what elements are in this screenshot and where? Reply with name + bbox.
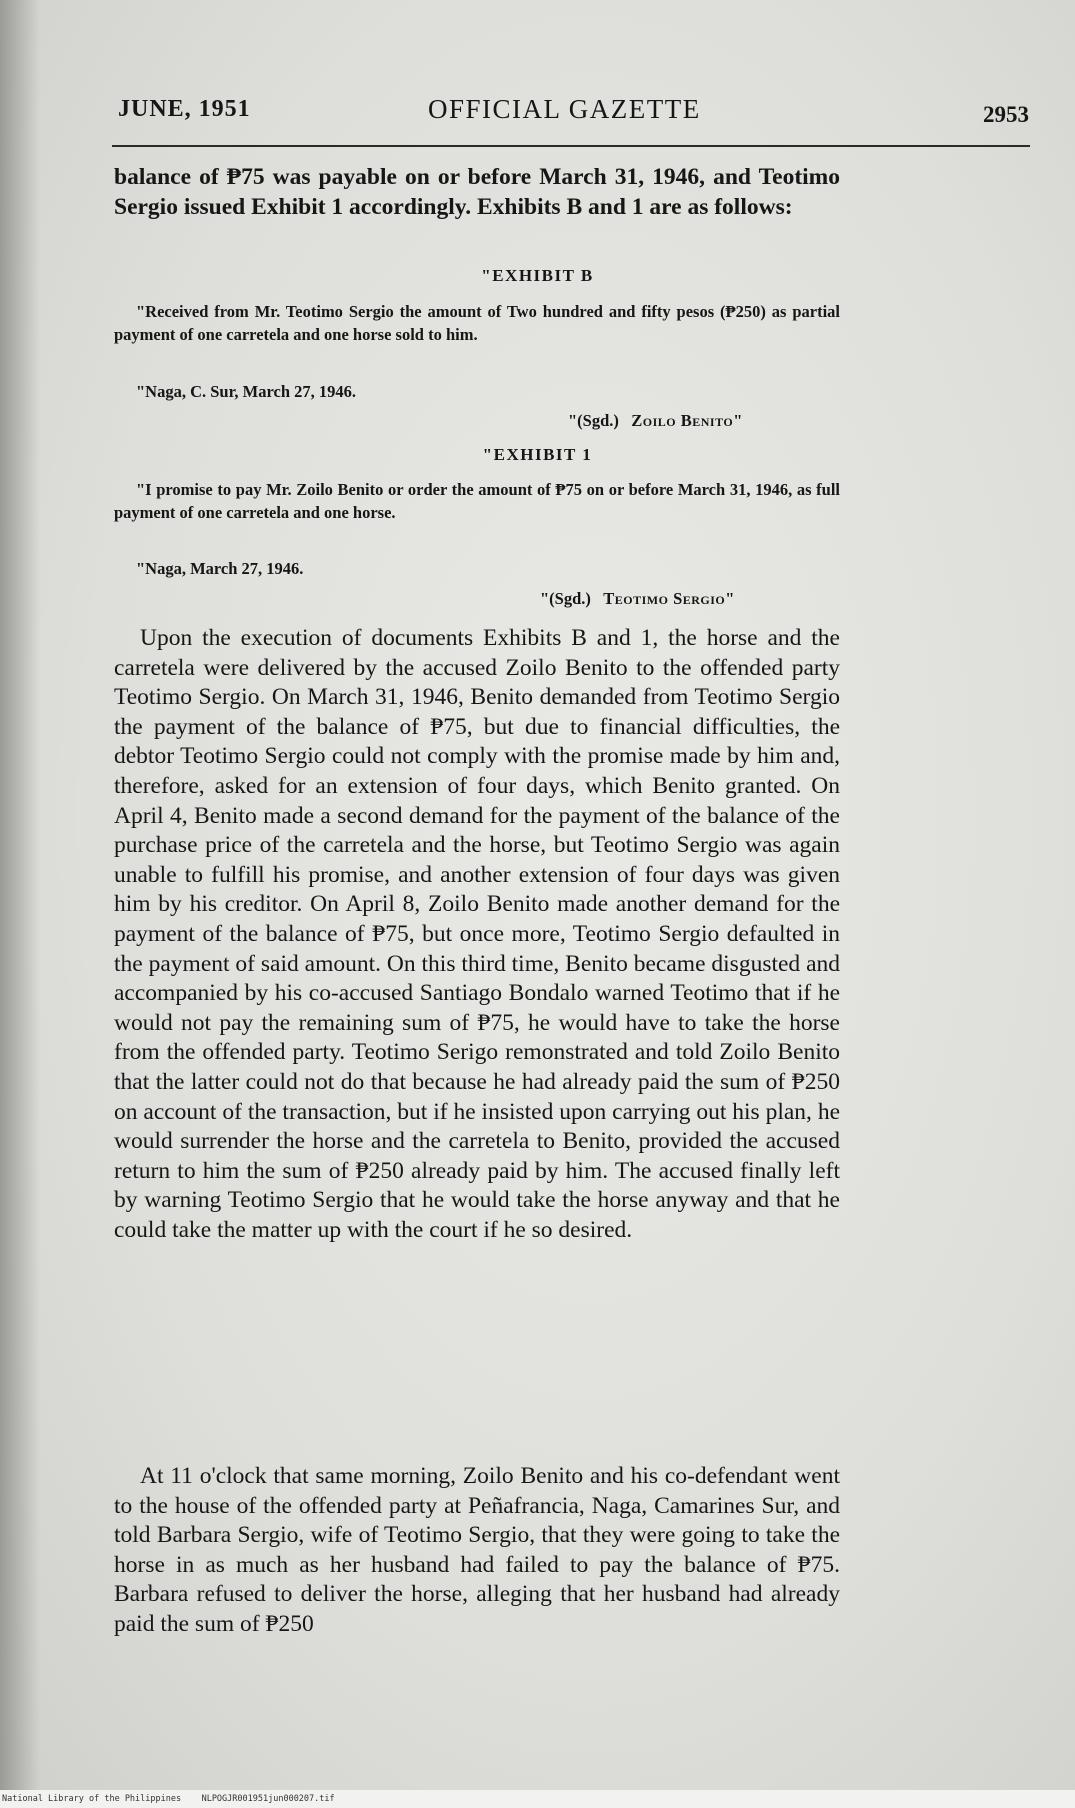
running-header: [118, 96, 1029, 136]
exhibit-b-text: "Received from Mr. Teotimo Sergio the amount of Two hundred and fifty pesos (₱250) as partial payment of one carretela and one horse sold to him.: [114, 302, 840, 344]
exhibit-b-signature-prefix: "(Sgd.): [568, 411, 619, 430]
exhibit-1-signature-name: Teotimo Sergio": [603, 589, 735, 608]
second-paragraph: [114, 1462, 840, 1640]
exhibit-b-body: [114, 301, 840, 346]
exhibit-1-heading: "EXHIBIT 1: [482, 445, 593, 464]
exhibit-b-signature-name: Zoilo Benito": [631, 411, 743, 430]
exhibit-1-place-date: "Naga, March 27, 1946.: [136, 559, 304, 578]
continuation-paragraph: [114, 163, 840, 222]
exhibit-1-signature-prefix: "(Sgd.): [540, 589, 591, 608]
scan-footer: National Library of the Philippines NLPOGJR001951jun000207.tif: [2, 1794, 335, 1804]
exhibit-b-heading: "EXHIBIT B: [481, 266, 594, 285]
second-paragraph-text: At 11 o'clock that same morning, Zoilo Benito and his co-defendant went to the house of the offended party at Peñafrancia, Naga, Camarines Sur, and told Barbara Sergio, wife of Teotimo Sergio, that they were going to take the horse in as much as her husband had failed to pay the balance of ₱75. Barbara refused to deliver the horse, alleging that her husband had already paid the sum of ₱250: [114, 1463, 840, 1637]
page-number: 2953: [983, 102, 1029, 127]
header-date: JUNE, 1951: [118, 96, 251, 122]
exhibit-1-signature: [540, 589, 735, 609]
header-rule: [112, 145, 1030, 147]
exhibit-1-text: "I promise to pay Mr. Zoilo Benito or order the amount of ₱75 on or before March 31, 1946, as full payment of one carretela and one horse.: [114, 480, 840, 522]
main-paragraph: [114, 624, 840, 1245]
exhibit-1-body: [114, 479, 840, 524]
continuation-text: balance of ₱75 was payable on or before March 31, 1946, and Teotimo Sergio issued Exhibit 1 accordingly. Exhibits B and 1 are as follows:: [114, 164, 840, 220]
exhibit-b-signature: [568, 411, 743, 431]
exhibit-b-place-date: "Naga, C. Sur, March 27, 1946.: [136, 382, 357, 401]
header-publication: OFFICIAL GAZETTE: [428, 94, 701, 124]
main-paragraph-text: Upon the execution of documents Exhibits B and 1, the horse and the carretela were delivered by the accused Zoilo Benito to the offended party Teotimo Sergio. On March 31, 1946, Benito demanded from Teotimo Sergio the payment of the balance of ₱75, but due to financial difficulties, the debtor Teotimo Sergio could not comply with the promise made by him and, therefore, asked for an extension of four days, which Benito granted. On April 4, Benito made a second demand for the payment of the balance of the purchase price of the carretela and the horse, but Teotimo Sergio was again unable to fulfill his promise, and another extension of four days was given him by his creditor. On April 8, Zoilo Benito made another demand for the payment of the balance of ₱75, but once more, Teotimo Sergio defaulted in the payment of said amount. On this third time, Benito became disgusted and accompanied by his co-accused Santiago Bondalo warned Teotimo that if he would not pay the remaining sum of ₱75, he would have to take the horse from the offended party. Teotimo Serigo remonstrated and told Zoilo Benito that the latter could not do that because he had already paid the sum of ₱250 on account of the transaction, but if he insisted upon carrying out his plan, he would surrender the horse and the carretela to Benito, provided the accused return to him the sum of ₱250 already paid by him. The accused finally left by warning Teotimo Sergio that he would take the horse anyway and that he could take the matter up with the court if he so desired.: [114, 625, 840, 1243]
